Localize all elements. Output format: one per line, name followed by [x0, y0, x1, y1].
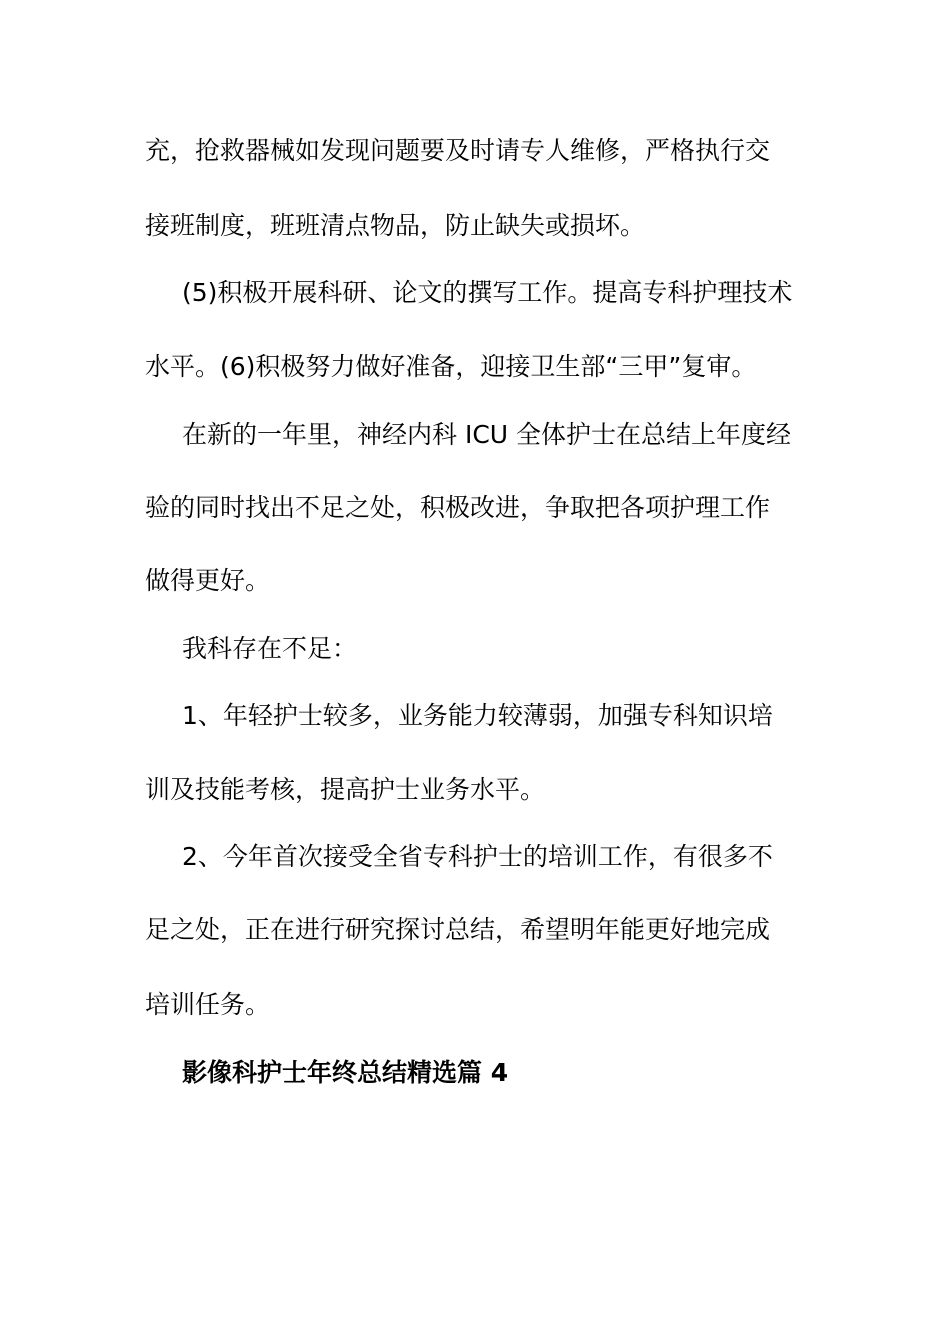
paragraph-line: 2、今年首次接受全省专科护士的培训工作，有很多不 [182, 842, 773, 871]
paragraph-line: 训及技能考核，提高护士业务水平。 [145, 775, 546, 804]
paragraph-line: 水平。(6)积极努力做好准备，迎接卫生部“三甲”复审。 [145, 352, 757, 381]
paragraph-line: 我科存在不足： [182, 634, 358, 663]
paragraph-line: 足之处，正在进行研究探讨总结，希望明年能更好地完成 [145, 915, 771, 944]
paragraph-line: 1、年轻护士较多，业务能力较薄弱，加强专科知识培 [182, 701, 773, 730]
paragraph-line: 接班制度，班班清点物品，防止缺失或损坏。 [145, 211, 646, 240]
paragraph-line: 充，抢救器械如发现问题要及时请专人维修，严格执行交 [145, 136, 771, 165]
paragraph-line: 在新的一年里，神经内科 ICU 全体护士在总结上年度经 [182, 420, 792, 449]
paragraph-line: (5)积极开展科研、论文的撰写工作。提高专科护理技术 [182, 278, 793, 307]
paragraph-line: 做得更好。 [145, 566, 271, 595]
paragraph-line: 培训任务。 [145, 990, 271, 1019]
paragraph-line: 验的同时找出不足之处，积极改进，争取把各项护理工作 [145, 493, 771, 522]
section-heading: 影像科护士年终总结精选篇 4 [182, 1058, 509, 1087]
